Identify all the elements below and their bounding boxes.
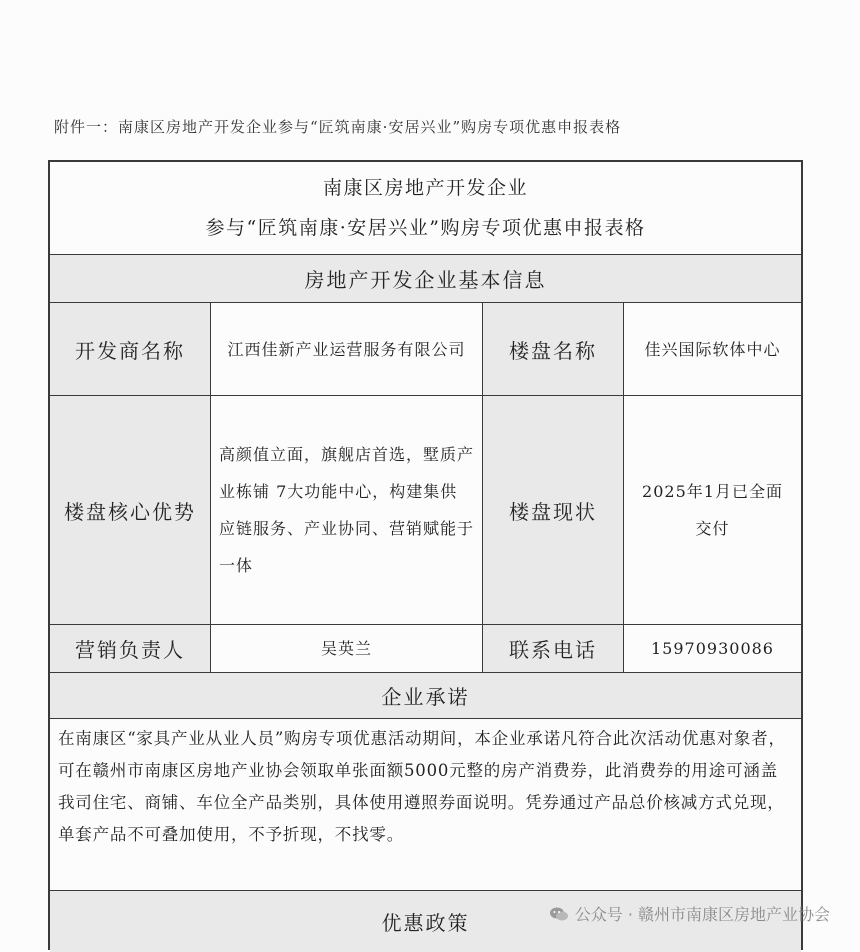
- project-label: 楼盘名称: [483, 303, 624, 395]
- form-title: [50, 162, 801, 255]
- status-value: 2025年1月已全面交付: [642, 482, 783, 538]
- developer-value: 江西佳新产业运营服务有限公司: [211, 303, 483, 395]
- manager-label: 营销负责人: [50, 625, 211, 672]
- commitment-header: 企业承诺: [50, 673, 801, 719]
- basic-info-header: 房地产开发企业基本信息: [50, 255, 801, 303]
- policy-header: 优惠政策: [50, 891, 801, 952]
- commitment-row: [50, 719, 801, 891]
- advantage-value: 高颜值立面，旗舰店首选，墅质产业栋铺 7大功能中心，构建集供应链服务、产业协同、营销赋能于一体: [211, 396, 483, 624]
- attachment-caption: 附件一：南康区房地产开发企业参与“匠筑南康·安居兴业”购房专项优惠申报表格: [54, 118, 622, 136]
- form-title-line1: 南康区房地产开发企业: [322, 177, 528, 199]
- watermark-text: 公众号 · 赣州市南康区房地产业协会: [574, 905, 830, 924]
- wechat-icon: [549, 906, 569, 922]
- status-label: 楼盘现状: [483, 396, 624, 624]
- application-form: [48, 160, 803, 950]
- developer-row: [50, 303, 801, 396]
- advantage-label: 楼盘核心优势: [50, 396, 211, 624]
- advantage-row: [50, 396, 801, 625]
- project-value: 佳兴国际软体中心: [644, 339, 781, 359]
- phone-label: 联系电话: [483, 625, 624, 672]
- phone-value: 15970930086: [651, 639, 774, 658]
- commitment-text: 在南康区“家具产业从业人员”购房专项优惠活动期间，本企业承诺凡符合此次活动优惠对象者，可在赣州市南康区房地产业协会领取单张面额5000元整的房产消费券，此消费券的用途可涵盖我司住宅、商铺、车位全产品类别，具体使用遵照券面说明。凭券通过产品总价核减方式兑现，单套产品不可叠加使用，不予折现，不找零。: [58, 729, 786, 844]
- contact-row: [50, 625, 801, 673]
- developer-label: 开发商名称: [50, 303, 211, 395]
- manager-value: 吴英兰: [211, 625, 483, 672]
- watermark: [549, 902, 830, 925]
- form-title-line2: 参与“匠筑南康·安居兴业”购房专项优惠申报表格: [205, 217, 646, 239]
